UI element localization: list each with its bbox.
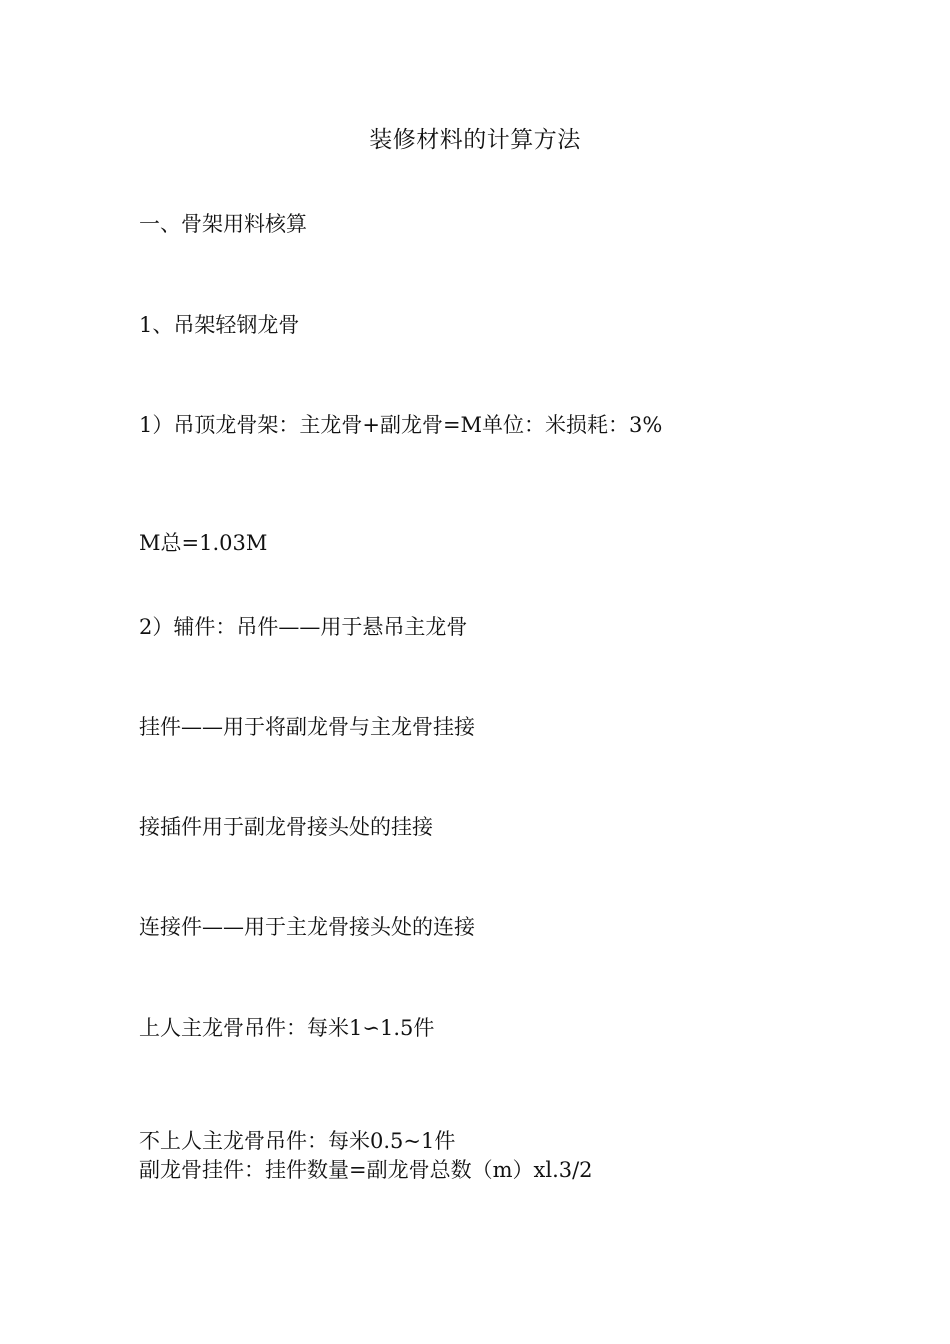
- section-heading-framing-materials: 一、骨架用料核算: [139, 212, 307, 236]
- document-title: 装修材料的计算方法: [369, 127, 581, 153]
- paragraph-plug-connectors: 接插件用于副龙骨接头处的挂接: [139, 815, 433, 839]
- paragraph-loadbearing-hangers: 上人主龙骨吊件：每米1∽1.5件: [139, 1016, 435, 1040]
- paragraph-keel-frame: 1）吊顶龙骨架：主龙骨+副龙骨=M单位：米损耗：3%: [139, 413, 663, 437]
- paragraph-total-formula: M总=1.03M: [139, 531, 268, 555]
- subsection-heading-light-steel-keel: 1、吊架轻钢龙骨: [139, 313, 300, 337]
- paragraph-nonloadbearing-hangers: 不上人主龙骨吊件：每米0.5~1件: [139, 1129, 456, 1153]
- paragraph-secondary-keel-hangers: 副龙骨挂件：挂件数量=副龙骨总数（m）xl.3/2: [139, 1158, 593, 1182]
- paragraph-connectors: 连接件——用于主龙骨接头处的连接: [139, 915, 475, 939]
- paragraph-accessories: 2）辅件：吊件——用于悬吊主龙骨: [139, 615, 468, 639]
- paragraph-hanger-parts: 挂件——用于将副龙骨与主龙骨挂接: [139, 715, 475, 739]
